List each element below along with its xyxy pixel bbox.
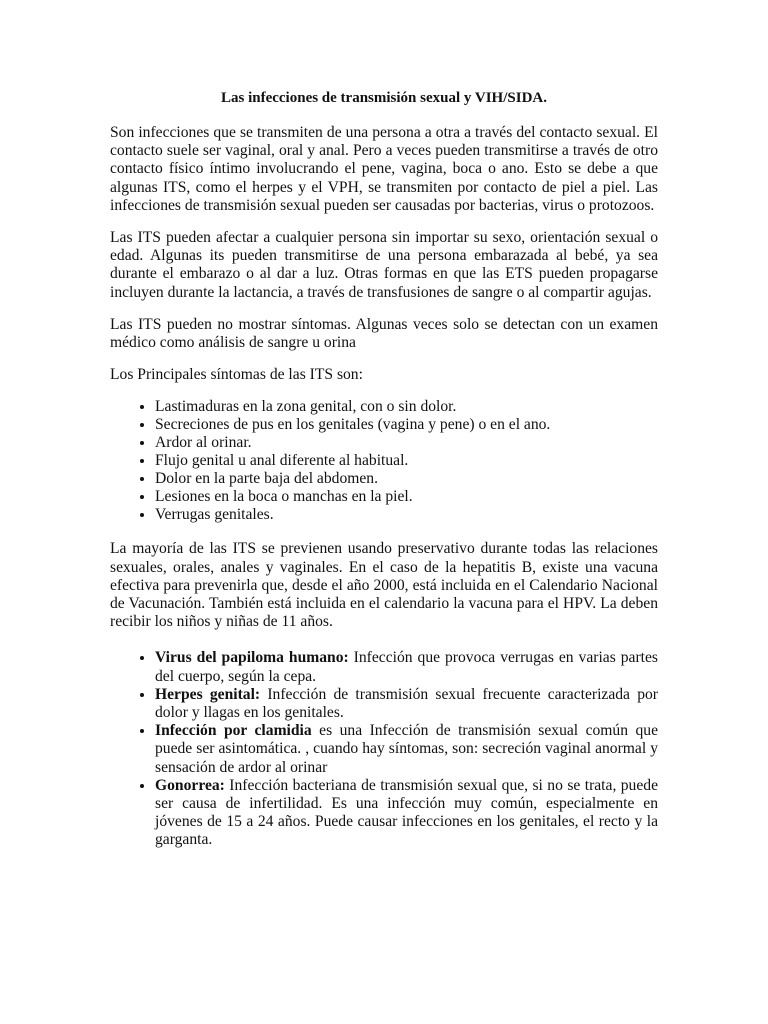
infection-description: Infección bacteriana de transmisión sexual que, si no se trata, puede ser causa de infertilidad. Es una infección muy común, especialmente en jóvenes de 15 a 24 años. Puede causar infecciones en los genitales, el recto y la garganta.: [155, 776, 658, 849]
list-item: [155, 686, 658, 722]
paragraph-who-affected: Las ITS pueden afectar a cualquier persona sin importar su sexo, orientación sexual o edad. Algunas its pueden transmitirse de una persona embarazada al bebé, ya sea durante el embarazo o al dar a luz. Otras formas en que las ETS pueden propagarse incluyen durante la lactancia, a través de transfusiones de sangre o al compartir agujas.: [110, 229, 658, 301]
paragraph-definition: Son infecciones que se transmiten de una persona a otra a través del contacto sexual. El contacto suele ser vaginal, oral y anal. Pero a veces pueden transmitirse a través de otro contacto físico íntimo involucrando el pene, vagina, boca o ano. Esto se debe a que algunas ITS, como el herpes y el VPH, se transmiten por contacto de piel a piel. Las infecciones de transmisión sexual pueden ser causadas por bacterias, virus o protozoos.: [110, 124, 658, 214]
list-item: • Lesiones en la boca o manchas en la piel.: [155, 488, 658, 506]
list-item: • Verrugas genitales.: [155, 506, 658, 524]
infection-term: Herpes genital:: [155, 685, 261, 703]
infection-term: Gonorrea:: [155, 776, 225, 794]
list-item: • Secreciones de pus en los genitales (vagina y pene) o en el ano.: [155, 416, 658, 434]
list-item: [155, 722, 658, 777]
symptoms-list: [110, 398, 658, 524]
paragraph-symptoms-intro: Los Principales síntomas de las ITS son:: [110, 366, 363, 384]
infection-term: Infección por clamidia: [155, 722, 312, 740]
paragraph-no-symptoms: Las ITS pueden no mostrar síntomas. Algunas veces solo se detectan con un examen médico como análisis de sangre u orina: [110, 315, 658, 352]
infection-term: Virus del papiloma humano:: [155, 649, 349, 667]
paragraph-prevention: La mayoría de las ITS se previenen usando preservativo durante todas las relaciones sexuales, orales, anales y vaginales. En el caso de la hepatitis B, existe una vacuna efectiva para prevenirla que, desde el año 2000, está incluida en el Calendario Nacional de Vacunación. También está incluida en el calendario la vacuna para el HPV. La deben recibir los niños y niñas de 11 años.: [110, 540, 658, 631]
document-title: Las infecciones de transmisión sexual y VIH/SIDA.: [220, 90, 547, 106]
infection-description: es una Infección de transmisión sexual común que puede ser asintomática. , cuando hay síntomas, son: secreción vaginal anormal y sensación de ardor al orinar: [155, 722, 658, 776]
list-item: [155, 649, 658, 685]
list-item: • Ardor al orinar.: [155, 434, 658, 452]
list-item: • Flujo genital u anal diferente al habitual.: [155, 452, 658, 470]
infection-description: Infección que provoca verrugas en varias partes del cuerpo, según la cepa.: [155, 649, 658, 685]
list-item: • Dolor en la parte baja del abdomen.: [155, 470, 658, 488]
infections-list: [110, 649, 658, 849]
infection-description: Infección de transmisión sexual frecuente caracterizada por dolor y llagas en los genitales.: [155, 685, 658, 722]
list-item: • Lastimaduras en la zona genital, con o sin dolor.: [155, 398, 658, 416]
list-item: [155, 777, 658, 850]
